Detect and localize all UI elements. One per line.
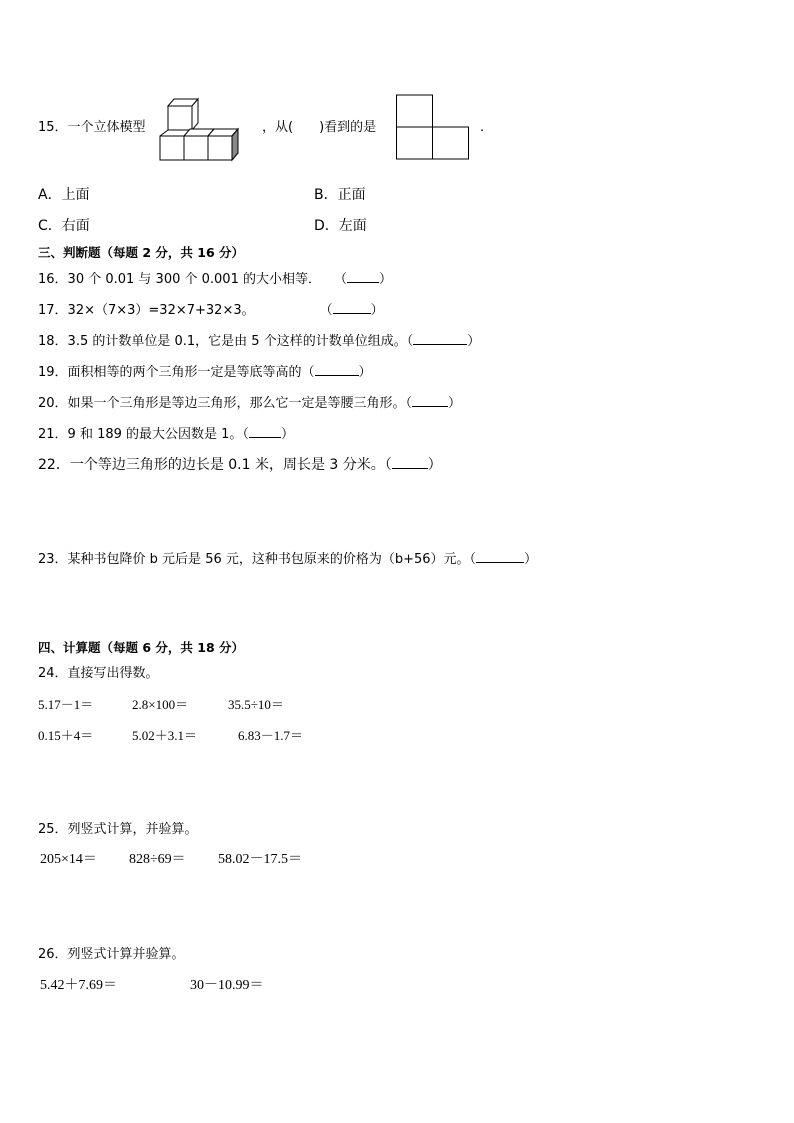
judgment-23-text: 23．某种书包降价 b 元后是 56 元，这种书包原来的价格为（b+56）元。（: [38, 552, 477, 567]
answer-blank[interactable]: [392, 456, 428, 469]
section3-heading: 三、判断题（每题 2 分，共 16 分）: [38, 245, 245, 260]
answer-blank[interactable]: [476, 550, 524, 563]
judgment-20-tail: ）: [448, 396, 462, 411]
judgment-18: [38, 332, 480, 351]
q24-item: 35.5÷10＝: [228, 697, 284, 712]
judgment-21: [38, 425, 294, 444]
answer-blank[interactable]: [412, 394, 448, 407]
q24-item: 6.83－1.7＝: [238, 728, 304, 743]
q24-item: 0.15＋4＝: [38, 728, 94, 743]
q24-item: 5.02＋3.1＝: [132, 728, 198, 743]
judgment-16-tail: ）: [379, 272, 393, 287]
judgment-17-tail: ）: [370, 303, 384, 318]
judgment-22-tail: ）: [427, 457, 442, 473]
judgment-16: [38, 270, 392, 289]
judgment-16-text: 16．30 个 0.01 与 300 个 0.001 的大小相等． （: [38, 272, 347, 287]
judgment-22: [38, 456, 442, 474]
judgment-23: [38, 550, 537, 569]
judgment-18-text: 18．3.5 的计数单位是 0.1，它是由 5 个这样的计数单位组成。（: [38, 334, 414, 349]
q26-title: 26．列竖式计算并验算。: [38, 947, 185, 962]
q24-item: 5.17－1＝: [38, 697, 94, 712]
q24-item: 2.8×100＝: [132, 697, 189, 712]
answer-blank[interactable]: [249, 425, 281, 438]
q15-suffix: .: [480, 120, 485, 135]
answer-blank[interactable]: [347, 270, 379, 283]
judgment-17-text: 17．32×（7×3）=32×7+32×3。 （: [38, 303, 333, 318]
judgment-20: [38, 394, 461, 413]
q24-title: 24．直接写出得数。: [38, 666, 159, 681]
judgment-19-text: 19．面积相等的两个三角形一定是等底等高的（: [38, 365, 315, 380]
q15-option-a[interactable]: A．上面: [38, 187, 90, 203]
judgment-23-tail: ）: [524, 552, 538, 567]
answer-blank[interactable]: [333, 301, 371, 314]
q25-item: 58.02－17.5＝: [218, 852, 302, 867]
q15-middle: ，从( )看到的是: [262, 120, 377, 135]
judgment-20-text: 20．如果一个三角形是等边三角形，那么它一定是等腰三角形。（: [38, 396, 413, 411]
q26-item: 5.42＋7.69＝: [40, 978, 117, 993]
section4-heading: 四、计算题（每题 6 分，共 18 分）: [38, 640, 245, 655]
q15-option-d[interactable]: D．左面: [314, 218, 367, 234]
solid-model-figure: [156, 96, 250, 164]
judgment-21-tail: ）: [280, 427, 294, 442]
judgment-18-tail: ）: [467, 334, 481, 349]
judgment-19-tail: ）: [358, 365, 372, 380]
q15-prefix: 15．一个立体模型: [38, 120, 146, 135]
answer-blank[interactable]: [315, 363, 359, 376]
q26-item: 30－10.99＝: [190, 978, 264, 993]
judgment-17: [38, 301, 384, 320]
q25-item: 828÷69＝: [129, 852, 186, 867]
q15-option-b[interactable]: B．正面: [314, 187, 366, 203]
q25-title: 25．列竖式计算，并验算。: [38, 822, 198, 837]
q25-item: 205×14＝: [40, 852, 97, 867]
answer-blank[interactable]: [413, 332, 467, 345]
view-shape-figure: [396, 94, 472, 162]
judgment-19: [38, 363, 372, 382]
judgment-21-text: 21．9 和 189 的最大公因数是 1。（: [38, 427, 249, 442]
judgment-22-text: 22．一个等边三角形的边长是 0.1 米，周长是 3 分米。（: [38, 457, 392, 473]
q15-option-c[interactable]: C．右面: [38, 218, 90, 234]
